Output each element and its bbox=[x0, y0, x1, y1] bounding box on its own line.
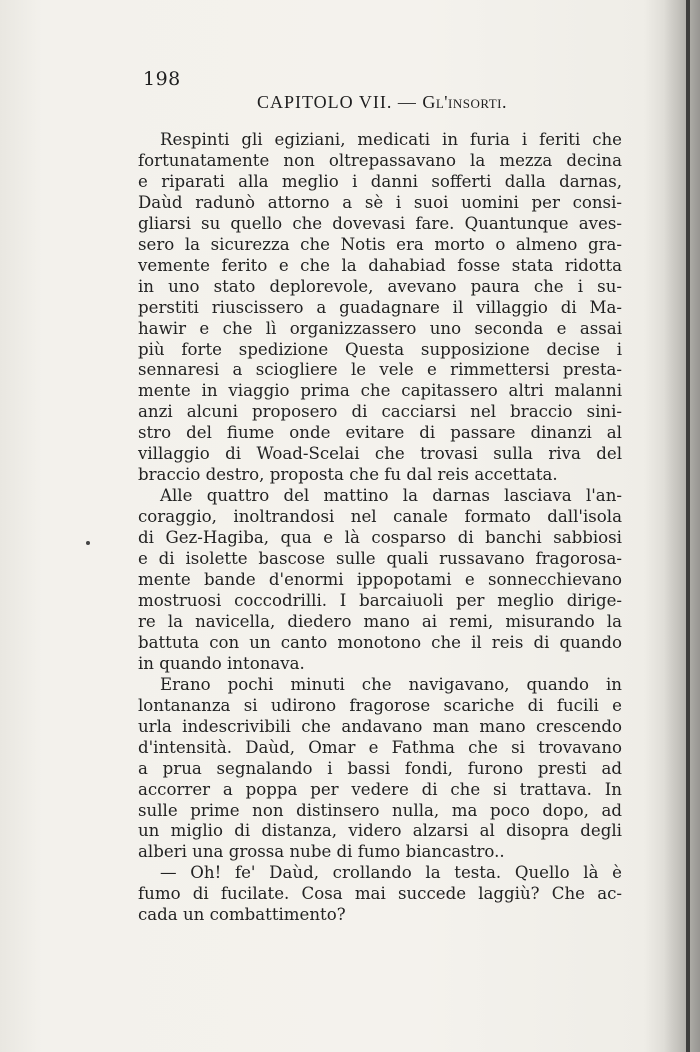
text-line: gliarsi su quello che dovevasi fare. Quantunque aves- bbox=[138, 213, 622, 233]
text-line: e riparati alla meglio i danni sofferti dalla darnas, bbox=[138, 171, 622, 191]
text-line: un miglio di distanza, videro alzarsi al disopra degli bbox=[138, 821, 622, 841]
text-line: perstiti riuscissero a guadagnare il villaggio di Ma- bbox=[138, 297, 622, 317]
text-line: hawir e che lì organizzassero uno seconda e assai bbox=[138, 318, 622, 338]
text-line: e di isolette bascose sulle quali russavano fragorosa- bbox=[138, 549, 622, 569]
text-line: più forte spedizione Questa supposizione decise i bbox=[138, 339, 622, 359]
text-line: Respinti gli egiziani, medicati in furia i feriti che bbox=[160, 130, 622, 149]
binding-shadow bbox=[664, 0, 700, 1052]
text-line: mente in viaggio prima che capitassero altri malanni bbox=[138, 381, 622, 401]
text-line: in uno stato deplorevole, avevano paura che i su- bbox=[138, 276, 622, 296]
page-edge bbox=[686, 0, 690, 1052]
text-line: fumo di fucilate. Cosa mai succede laggiù? Che ac- bbox=[138, 884, 622, 904]
text-line: Erano pochi minuti che navigavano, quando in bbox=[160, 674, 622, 694]
margin-dot bbox=[86, 541, 90, 545]
text-line: Daùd radunò attorno a sè i suoi uomini per consi- bbox=[138, 192, 622, 212]
header-dash: — bbox=[397, 92, 417, 112]
text-line: villaggio di Woad-Scelai che trovasi sulla riva del bbox=[138, 444, 622, 464]
text-line: cada un combattimento? bbox=[138, 905, 346, 925]
text-line: coraggio, inoltrandosi nel canale formato dall'isola bbox=[138, 507, 622, 527]
text-line: alberi una grossa nube di fumo biancastro.. bbox=[138, 842, 505, 862]
text-line: accorrer a poppa per vedere di che si trattava. In bbox=[138, 779, 622, 799]
text-line: Alle quattro del mattino la darnas lasciava l'an- bbox=[160, 486, 622, 506]
text-line: mente bande d'enormi ippopotami e sonnecchievano bbox=[138, 570, 622, 590]
text-line: battuta con un canto monotono che il reis di quando bbox=[138, 632, 622, 652]
text-line: sulle prime non distinsero nulla, ma poco dopo, ad bbox=[138, 800, 622, 820]
running-header bbox=[143, 92, 621, 113]
text-line: in quando intonava. bbox=[138, 653, 305, 673]
header-title: Gl'insorti. bbox=[422, 92, 508, 112]
text-line: vemente ferito e che la dahabiad fosse stata ridotta bbox=[138, 255, 622, 275]
page-number: 198 bbox=[143, 68, 181, 90]
text-line: a prua segnalando i bassi fondi, furono presti ad bbox=[138, 758, 622, 778]
text-line: — Oh! fe' Daùd, crollando la testa. Quello là è bbox=[160, 863, 622, 883]
text-line: di Gez-Hagiba, qua e là cosparso di banchi sabbiosi bbox=[138, 528, 622, 548]
text-line: anzi alcuni proposero di cacciarsi nel braccio sini- bbox=[138, 402, 622, 422]
text-line: sennaresi a sciogliere le vele e rimmettersi presta- bbox=[138, 360, 622, 380]
text-line: lontananza si udirono fragorose scariche di fucili e bbox=[138, 695, 622, 715]
text-line: braccio destro, proposta che fu dal reis accettata. bbox=[138, 465, 558, 485]
text-line: fortunatamente non oltrepassavano la mezza decina bbox=[138, 150, 622, 170]
header-chapter: CAPITOLO VII. bbox=[256, 92, 393, 112]
text-line: d'intensità. Daùd, Omar e Fathma che si trovavano bbox=[138, 737, 622, 757]
text-line: re la navicella, diedero mano ai remi, misurando la bbox=[138, 611, 622, 631]
body-text bbox=[138, 130, 622, 926]
text-line: urla indescrivibili che andavano man mano crescendo bbox=[138, 716, 622, 736]
text-line: mostruosi coccodrilli. I barcaiuoli per meglio dirige- bbox=[138, 590, 622, 610]
text-line: sero la sicurezza che Notis era morto o almeno gra- bbox=[138, 234, 622, 254]
text-line: stro del fiume onde evitare di passare dinanzi al bbox=[138, 423, 622, 443]
